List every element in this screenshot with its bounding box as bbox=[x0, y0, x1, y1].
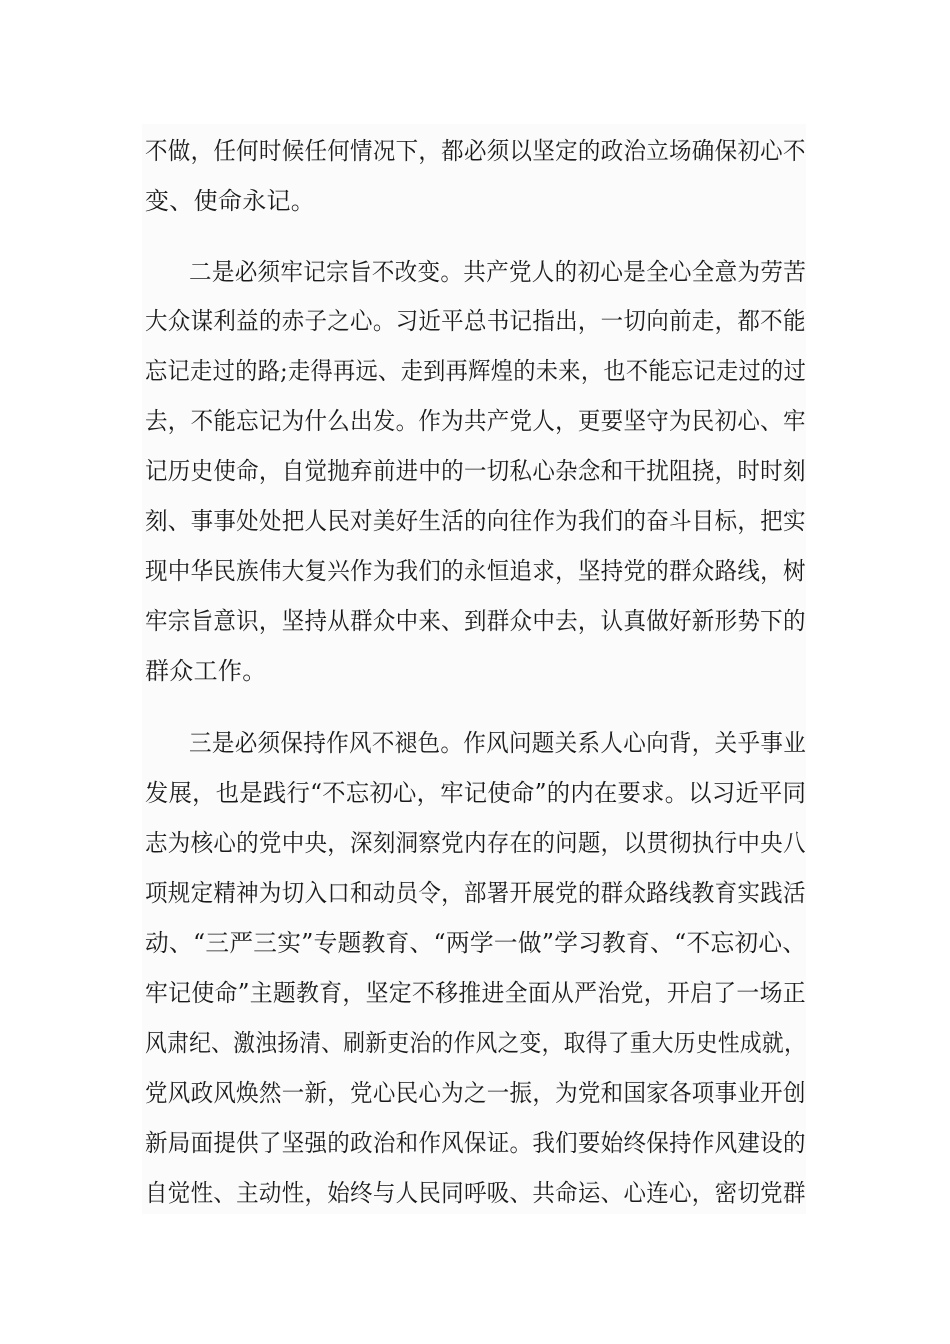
paragraph-3-line-7: 风肃纪、激浊扬清、刷新吏治的作风之变，取得了重大历史性成就， bbox=[145, 1029, 806, 1057]
paragraph-2-line-9: 群众工作。 bbox=[145, 657, 267, 685]
paragraph-3-line-3: 志为核心的党中央，深刻洞察党内存在的问题，以贯彻执行中央八 bbox=[145, 829, 806, 857]
paragraph-3-line-9: 新局面提供了坚强的政治和作风保证。我们要始终保持作风建设的 bbox=[145, 1129, 806, 1157]
paragraph-2-line-1: 二是必须牢记宗旨不改变。共产党人的初心是全心全意为劳苦 bbox=[189, 258, 807, 286]
paragraph-1-line-2: 变、使命永记。 bbox=[145, 187, 316, 215]
paragraph-2-line-8: 牢宗旨意识，坚持从群众中来、到群众中去，认真做好新形势下的 bbox=[145, 607, 806, 635]
paragraph-2-line-3: 忘记走过的路;走得再远、走到再辉煌的未来，也不能忘记走过的过 bbox=[145, 357, 807, 385]
paragraph-2-line-6: 刻、事事处处把人民对美好生活的向往作为我们的奋斗目标，把实 bbox=[145, 507, 806, 535]
paragraph-3-line-8: 党风政风焕然一新，党心民心为之一振，为党和国家各项事业开创 bbox=[145, 1079, 806, 1107]
paragraph-2-line-4: 去，不能忘记为什么出发。作为共产党人，更要坚守为民初心、牢 bbox=[145, 407, 806, 435]
paragraph-3-line-1: 三是必须保持作风不褪色。作风问题关系人心向背，关乎事业 bbox=[189, 729, 807, 757]
paragraph-2-line-7: 现中华民族伟大复兴作为我们的永恒追求，坚持党的群众路线，树 bbox=[145, 557, 806, 585]
paragraph-1-line-1: 不做，任何时候任何情况下，都必须以坚定的政治立场确保初心不 bbox=[145, 137, 806, 165]
paragraph-3-line-10: 自觉性、主动性，始终与人民同呼吸、共命运、心连心，密切党群 bbox=[145, 1179, 806, 1207]
paragraph-3-line-2: 发展，也是践行“不忘初心，牢记使命”的内在要求。以习近平同 bbox=[145, 779, 807, 807]
paragraph-3-line-5: 动、“三严三实”专题教育、“两学一做”学习教育、“不忘初心、 bbox=[145, 929, 807, 957]
paragraph-2-line-2: 大众谋利益的赤子之心。习近平总书记指出，一切向前走，都不能 bbox=[145, 307, 806, 335]
paragraph-3-line-6: 牢记使命”主题教育，坚定不移推进全面从严治党，开启了一场正 bbox=[145, 979, 806, 1007]
paragraph-2-line-5: 记历史使命，自觉抛弃前进中的一切私心杂念和干扰阻挠，时时刻 bbox=[145, 457, 806, 485]
paragraph-3-line-4: 项规定精神为切入口和动员令，部署开展党的群众路线教育实践活 bbox=[145, 879, 806, 907]
